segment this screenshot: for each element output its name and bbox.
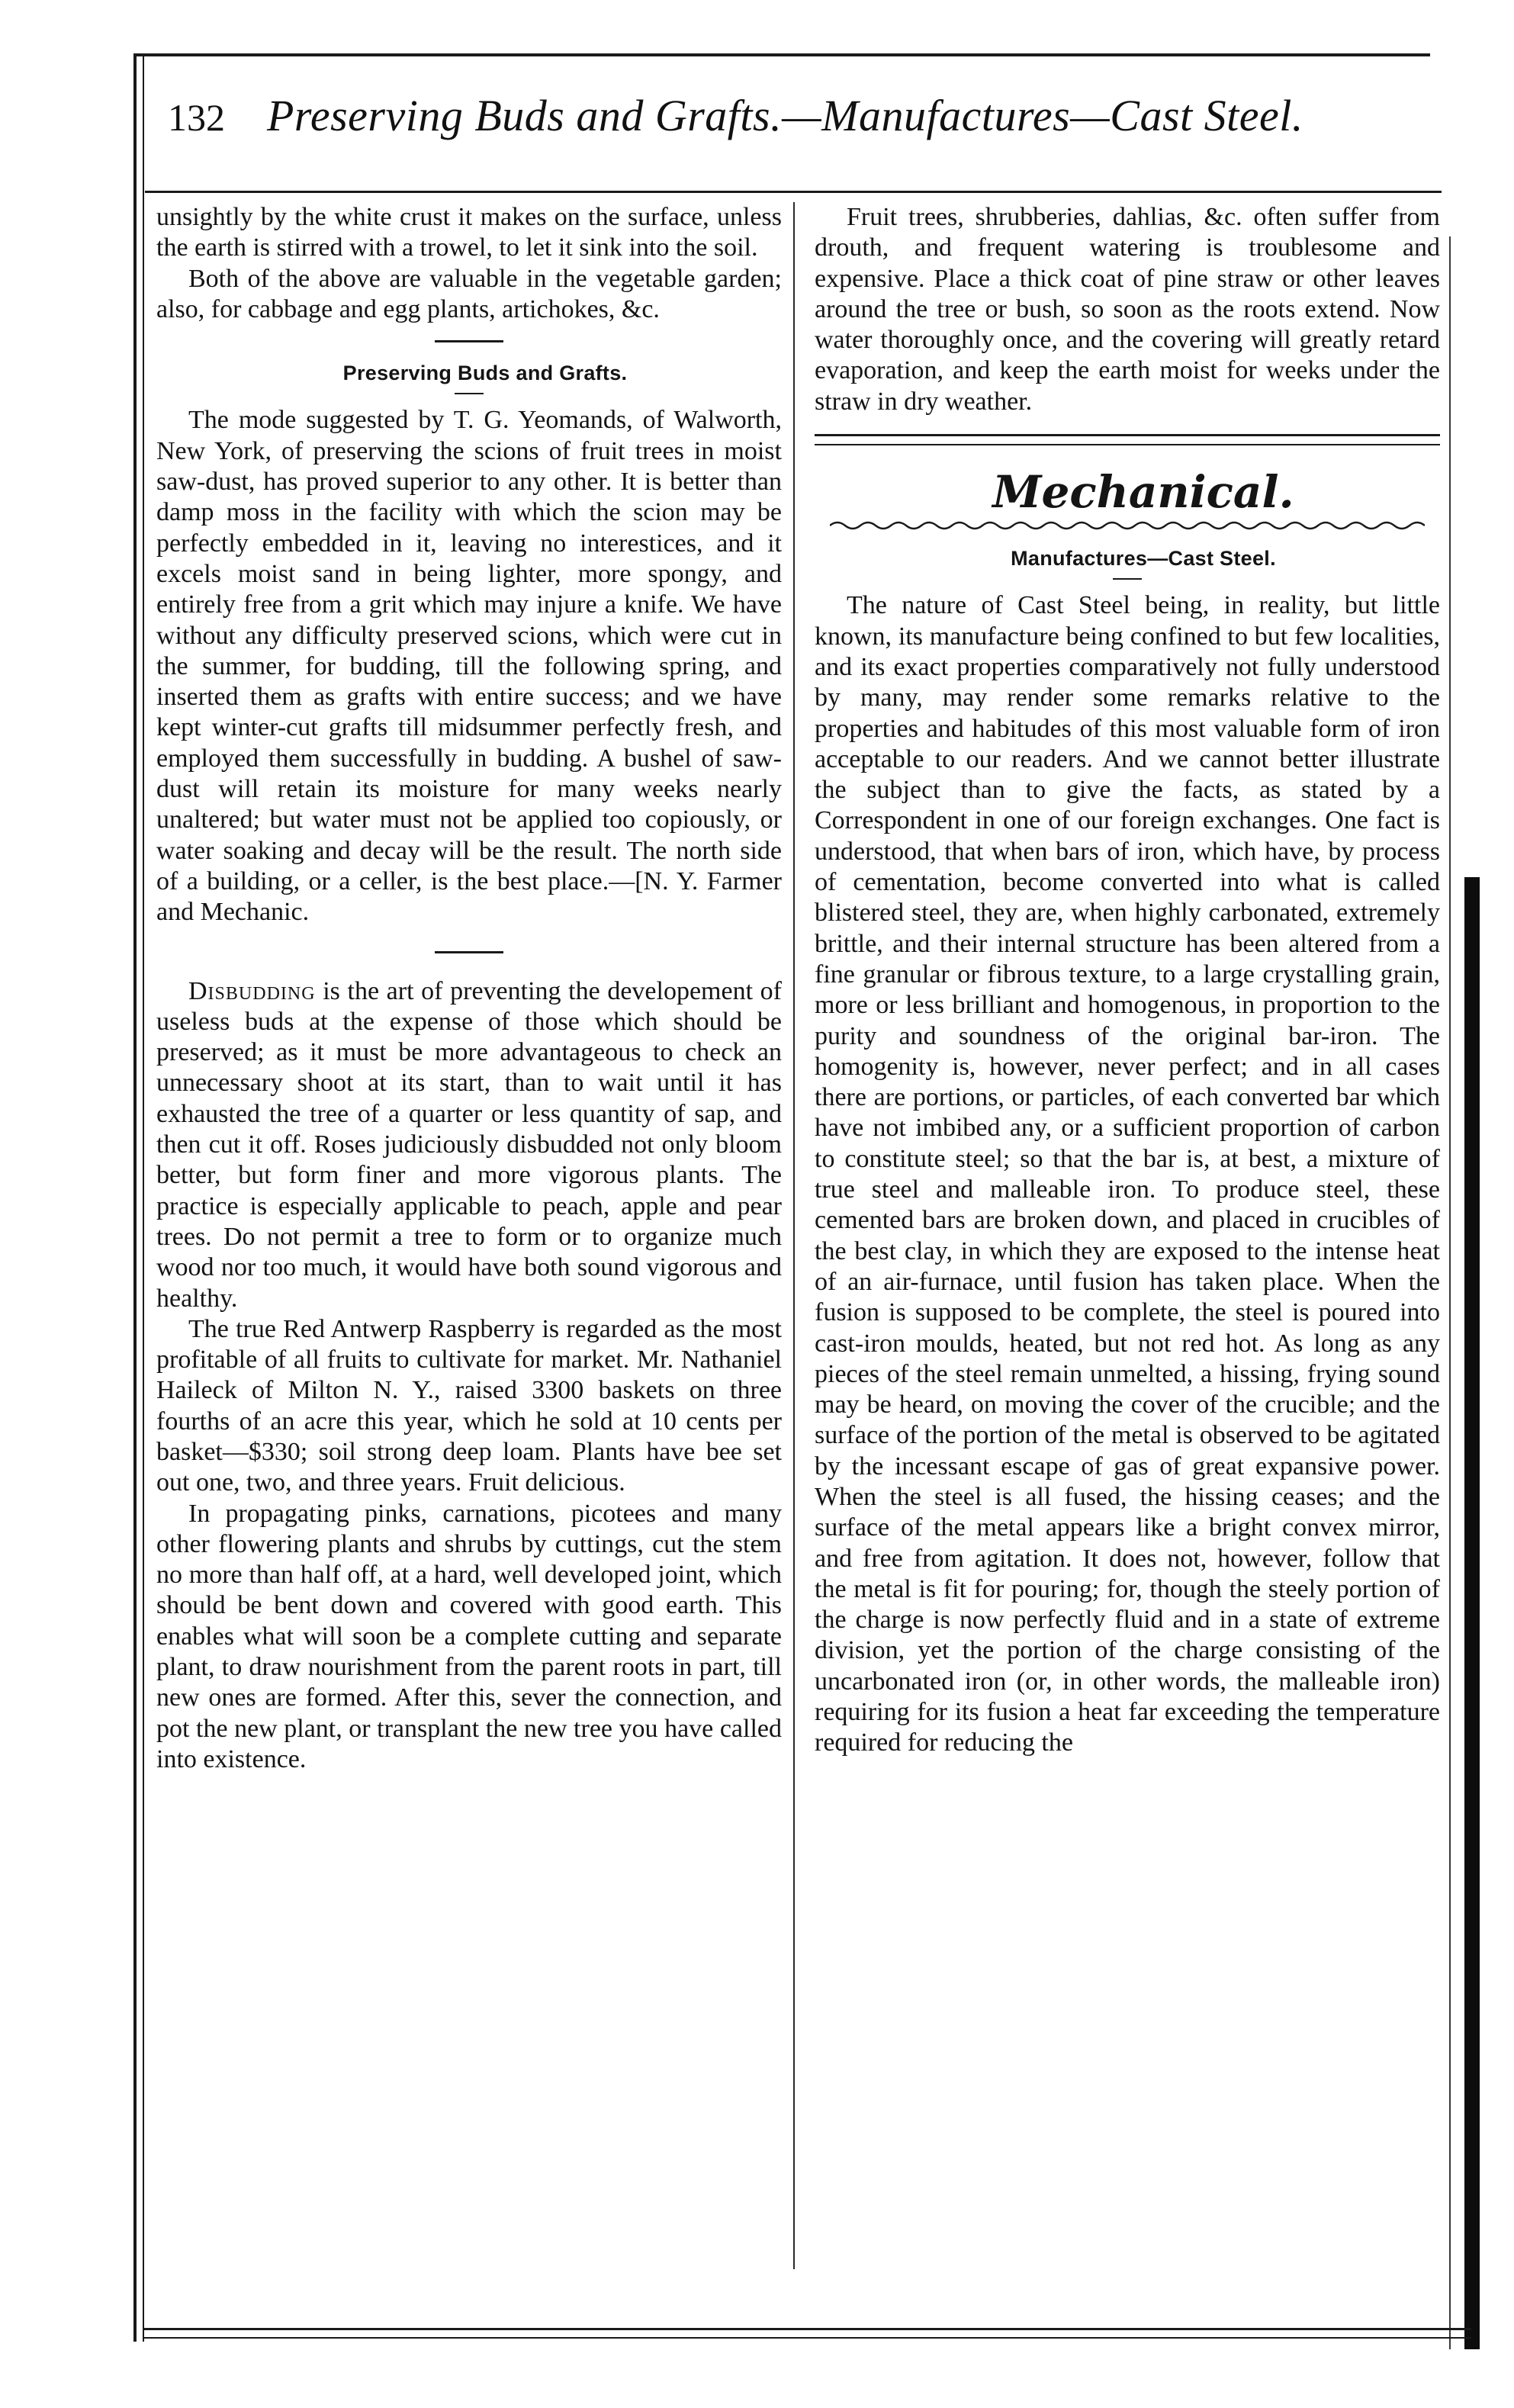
disbudding-lead-word: Disbudding	[188, 976, 316, 1005]
disbudding-text: is the art of preventing the developement of useless buds at the expense of those which should be preserved; as it must be more advantageous to check an unnecessary shoot at its start, than to wait until it has exhausted the tree of a quarter or less quantity of sap, and then cut it off. Roses judiciously disbudded not only bloom better, but form finer and more vigorous plants. The practice is especially applicable to peach, apple and pear trees. Do not permit a tree to form or to organize much wood nor too much, it would have both sound vigorous and healthy.	[156, 976, 782, 1313]
paragraph-fruit-trees: Fruit trees, shrubberies, dahlias, &c. often suffer from drouth, and frequent watering is troublesome and expensive. Place a thick coat of pine straw or other leaves around the tree or bush, so soon as the roots extend. Now water thoroughly once, and the covering will greatly retard evaporation, and keep the earth moist for weeks under the straw in dry weather.	[815, 203, 1440, 416]
page-number: 132	[168, 96, 225, 139]
column-divider	[793, 202, 795, 2269]
paragraph-continued: unsightly by the white crust it makes on the surface, unless the earth is stirred with a trowel, to let it sink into the soil.	[156, 203, 782, 262]
separator-rule	[435, 340, 503, 342]
paragraph-disbudding	[156, 976, 782, 1314]
paragraph-cast-steel: The nature of Cast Steel being, in reality, but little known, its manufacture being confined to but few localities, and its exact properties comparatively not fully understood by many, may render some remarks relative to the properties and habitudes of this most valuable form of iron acceptable to our readers. And we cannot better illustrate the subject than to give the facts, as stated by a Correspondent in one of our foreign exchanges. One fact is understood, that when bars of iron, which have, by process of cementation, become converted into what is called blistered steel, they are, when highly carbonated, extremely brittle, and their internal structure has been altered from a fine granular or fibrous texture, to a large crystalling grain, more or less brilliant and homogenous, in proportion to the purity and soundness of the original bar-iron. The homogenity is, however, never perfect; and in all cases there are portions, or particles, of each converted bar which have not imbibed any, or a sufficient proportion of carbon to constitute steel; so that the bar is, at best, a mixture of true steel and malleable iron. To produce steel, these cemented bars are broken down, and placed in crucibles of the best clay, in which they are exposed to the intense heat of an air-furnace, until fusion has taken place. When the fusion is supposed to be complete, the steel is poured into cast-iron moulds, heated, but not red hot. As long as any pieces of the steel remain unmelted, a hissing, frying sound may be heard, on moving the cover of the crucible; and the surface of the portion of the metal is observed to be agitated by the incessant escape of gas of great expansive power. When the steel is all fused, the hissing ceases; and the surface of the metal appears like a bright convex mirror, and free from agitation. It does not, however, follow that the metal is fit for pouring; for, though the steely portion of the charge is now perfectly fluid and in a state of extreme division, yet the portion of the charge consisting of the uncarbonated iron (or, in other words, the malleable iron) requiring for its fusion a heat far exceeding the temperature required for reducing the	[815, 591, 1440, 1757]
separator-rule	[435, 951, 503, 953]
header-rule	[145, 191, 1442, 193]
border-top-rule	[133, 53, 1430, 56]
running-head	[168, 90, 1312, 166]
border-right-thick-rule	[1464, 877, 1480, 2349]
paragraph-both-valuable: Both of the above are valuable in the vegetable garden; also, for cabbage and egg plants, artichokes, &c.	[156, 264, 782, 323]
wavy-ornament-rule	[830, 519, 1425, 532]
border-bottom-rule-inner	[144, 2337, 1471, 2339]
paragraph-raspberry: The true Red Antwerp Raspberry is regarded as the most profitable of all fruits to cultivate for market. Mr. Nathaniel Haileck of Milton N. Y., raised 3300 baskets on three fourths of an acre this year, which he sold at 10 cents per basket—$330; soil strong deep loam. Plants have bee set out one, two, and three years. Fruit delicious.	[156, 1314, 782, 1497]
paragraph-pinks: In propagating pinks, carnations, picotees and many other flowering plants and shrubs by cuttings, cut the stem no more than half off, at a hard, well developed joint, which should be bent down and covered with good earth. This enables what will soon be a complete cutting and separate plant, to draw nourishment from the parent roots in part, till new ones are formed. After this, sever the connection, and pot the new plant, or transplant the new tree you have called into existence.	[156, 1499, 782, 1773]
section-double-rule	[815, 434, 1440, 445]
border-right-thin-rule	[1449, 236, 1451, 2349]
border-left-inner-rule	[143, 53, 144, 2342]
border-left-outer-rule	[133, 53, 137, 2342]
heading-underrule	[1113, 578, 1142, 580]
article-heading-manufactures: Manufactures—Cast Steel.	[1011, 547, 1276, 571]
section-heading-mechanical: Mechanical.	[992, 466, 1294, 519]
article-heading-preserving: Preserving Buds and Grafts.	[342, 362, 628, 385]
border-bottom-rule	[144, 2328, 1471, 2330]
paragraph-preserving-scions: The mode suggested by T. G. Yeomands, of Walworth, New York, of preserving the scions of fruit trees in moist saw-dust, has proved superior to any other. It is better than damp moss in the facility with which the scion may be perfectly embedded in it, leaving no interestices, and it excels moist sand in being lighter, more spongy, and entirely free from a grit which may injure a knife. We have without any difficulty preserved scions, which were cut in the summer, for budding, till the following spring, and inserted them as grafts with entire success; and we have kept winter-cut grafts till midsummer perfectly fresh, and employed them successfully in budding. A bushel of saw-dust will retain its moisture for many weeks nearly unaltered; but water must not be applied too copiously, or water soaking and decay will be the result. The north side of a building, or a celler, is the best place.—[N. Y. Farmer and Mechanic.	[156, 406, 782, 927]
running-title: Preserving Buds and Grafts.—Manufactures—Cast Steel.	[267, 91, 1303, 140]
heading-underrule	[455, 393, 484, 394]
left-column	[156, 202, 782, 1775]
right-column	[815, 202, 1440, 1759]
